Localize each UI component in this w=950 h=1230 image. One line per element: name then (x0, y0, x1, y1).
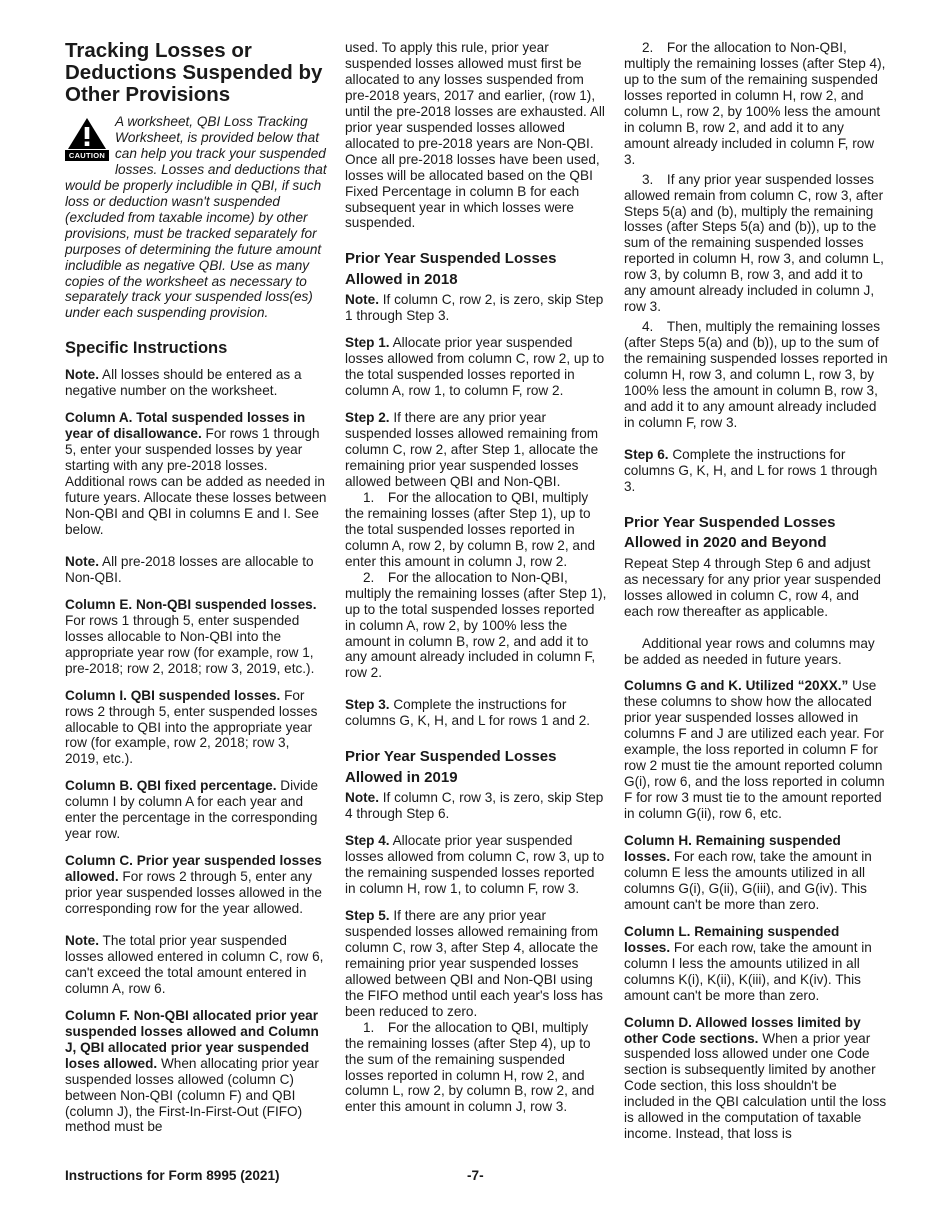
column-2 (345, 40, 607, 1115)
additional-rows: Additional year rows and columns may be added as needed in future years. (624, 635, 875, 667)
step-1: Step 1. Allocate prior year suspended losses allowed from column C, row 2, up to the total suspended losses reported in column A, row 1, to column F, row 2. (345, 335, 605, 399)
step-2: Step 2. If there are any prior year suspended losses allowed remaining from column C, row 2, after Step 1, allocate the remaining prior year suspended losses allowed between QBI and Non-QBI. (345, 410, 599, 489)
column-a-instruction: Column A. Total suspended losses in year of disallowance. For rows 1 through 5, enter your suspended losses by year starting with any pre-2018 losses. Additional rows can be added as needed in future years. Allocate these losses between Non-QBI and QBI in columns E and I. See below. (65, 410, 327, 537)
caution-text: A worksheet, QBI Loss Tracking Worksheet, is provided below that can help you track your suspended losses. Losses and deductions that would be properly includible in QBI, if such loss or deduction wasn't suspended (excluded from taxable income) by other provisions, must be tracked separately for purposes of determining the future amount includible as negative QBI. Use as many copies of the worksheet as necessary to separately track your suspended loss(es) under each suspending provision. (65, 114, 327, 321)
step-5: Step 5. If there are any prior year suspended losses allowed remaining from column C, row 3, after Step 4, allocate the remaining prior year suspended losses allowed between QBI and Non-QBI using the FIFO method until each year's loss has been reduced to zero. (345, 907, 603, 1019)
column-i-instruction: Column I. QBI suspended losses. For rows 2 through 5, enter suspended losses allocable to QBI into the appropriate year row (for example, row 2, 2018; row 3, 2019, etc.). (65, 687, 318, 767)
column-l-instruction: Column L. Remaining suspended losses. For each row, take the amount in column I less the amounts utilized in all columns K(i), K(ii), K(iii), and K(iv). This amount can't be more than zero. (624, 923, 872, 1003)
footer-form-title: Instructions for Form 8995 (2021) (65, 1168, 280, 1183)
step-5-2: 2. For the allocation to Non-QBI, multiply the remaining losses (after Step 4), up to the sum of the remaining suspended losses reported in column H, row 2, and column L, row 2, by 100% less the amount in column B, row 2, and add it to any amount already included in column F, row 3. (624, 40, 886, 167)
heading-2020-beyond: Prior Year Suspended Losses Allowed in 2020 and Beyond (624, 513, 836, 552)
note-negative: Note. All losses should be entered as a negative number on the worksheet. (65, 367, 302, 399)
step-4: Step 4. Allocate prior year suspended losses allowed from column C, row 3, up to the remaining suspended losses reported in column H, row 1, to column F, row 3. (345, 833, 605, 897)
column-f-instruction: Column F. Non-QBI allocated prior year suspended losses allowed and Column J, QBI allocated prior year suspended loses allowed. When allocating prior year suspended losses allowed (column C) between Non-QBI (column F) and QBI (column J), the First-In-First-Out (FIFO) method must be (65, 1007, 319, 1135)
specific-instructions-heading: Specific Instructions (65, 339, 228, 358)
section-heading: Tracking Losses or Deductions Suspended by Other Provisions (65, 39, 323, 106)
note-pre-2018: Note. All pre-2018 losses are allocable to Non-QBI. (65, 553, 314, 585)
column-3 (624, 40, 888, 1142)
caution-label: CAUTION (65, 150, 109, 161)
columns-g-k-instruction: Columns G and K. Utilized “20XX.” Use these columns to show how the allocated prior year suspended losses allowed in columns F and J are utilized each year. For example, the loss reported in column F for row 2 must tie the amount reported column G(i), row 6, and the loss reported in column F for row 3 must tie to the amount reported in column G(ii), row 6, etc. (624, 678, 885, 822)
column-c-instruction: Column C. Prior year suspended losses allowed. For rows 2 through 5, enter any prior year suspended losses allowed in the corresponding row for the year allowed. (65, 853, 322, 917)
step-2-1: 1. For the allocation to QBI, multiply the remaining losses (after Step 1), up to the total suspended losses reported in column A, row 2, by column B, row 2, and enter this amount in column J, row 2. (345, 489, 596, 569)
step-5-4: 4. Then, multiply the remaining losses (after Steps 5(a) and (b)), up to the sum of the remaining suspended losses reported in column H, row 3, and column L, row 3, by 100% less the amount in column B, row 3, and add it to any amount already included in column F, row 3. (624, 319, 888, 430)
page-number: -7- (467, 1168, 484, 1183)
repeat-steps: Repeat Step 4 through Step 6 and adjust as necessary for any prior year suspended losses allowed in column C, row 4, and each row thereafter as applicable. (624, 555, 881, 619)
heading-2018: Prior Year Suspended Losses Allowed in 2018 (345, 250, 557, 288)
column-1 (65, 40, 327, 1135)
note-column-c-total: Note. The total prior year suspended losses allowed entered in column C, row 6, can't exceed the total amount entered in column A, row 6. (65, 932, 324, 996)
column-e-instruction: Column E. Non-QBI suspended losses. For rows 1 through 5, enter suspended losses allocable to Non-QBI into the appropriate year row (for example, row 1, pre-2018; row 2, 2018; row 3, 2019, etc.). (65, 596, 317, 676)
caution-icon (65, 116, 109, 162)
note-skip-step4-6: Note. If column C, row 3, is zero, skip Step 4 through Step 6. (345, 790, 604, 822)
step-5-1: 1. For the allocation to QBI, multiply the remaining losses (after Step 4), up to the sum of the remaining suspended losses reported in column H, row 2, and column L, row 2, by column B, row 2, and enter this amount in column J, row 3. (345, 1019, 595, 1115)
step-5-3: 3. If any prior year suspended losses allowed remain from column C, row 3, after Steps 5(a) and (b), multiply the remaining losses (after Steps 5(a) and (b)), up to the sum of the remaining suspended losses reported in column H, row 3, and column L, row 3, by column B, row 3, and add it to any amount already included in column J, row 3. (624, 171, 884, 315)
column-d-instruction: Column D. Allowed losses limited by other Code sections. When a prior year suspended loss allowed under one Code section is subsequently limited by another Code section, this loss shouldn't be included in the QBI calculation until the loss is allowed in the computation of taxable income. Instead, that loss is (624, 1014, 887, 1142)
step-3: Step 3. Complete the instructions for columns G, K, H, and L for rows 1 and 2. (345, 697, 591, 729)
fifo-continuation: used. To apply this rule, prior year suspended losses allowed must first be allocated to any losses suspended from pre-2018 years, 2017 and earlier, (row 1), until the pre-2018 losses are exhausted. All prior year suspended losses allowed allocated to pre-2018 years are Non-QBI. Once all pre-2018 losses have been used, losses will be allocated based on the QBI Fixed Percentage in column B for each subsequent year in which losses were suspended. (345, 40, 605, 231)
caution-block (65, 114, 327, 321)
heading-2019: Prior Year Suspended Losses Allowed in 2019 (345, 748, 557, 786)
column-h-instruction: Column H. Remaining suspended losses. For each row, take the amount in column E less the amounts utilized in all columns G(i), G(ii), G(iii), and G(iv). This amount can't be more than zero. (624, 833, 872, 912)
step-2-2: 2. For the allocation to Non-QBI, multiply the remaining losses (after Step 1), up to the total suspended losses reported in column A, row 2, by 100% less the amount in column B, row 2, and add it to any amount already included in column F, row 2. (345, 569, 607, 681)
note-skip-step1-3: Note. If column C, row 2, is zero, skip Step 1 through Step 3. (345, 292, 604, 324)
step-6: Step 6. Complete the instructions for columns G, K, H, and L for rows 1 through 3. (624, 446, 878, 494)
column-b-instruction: Column B. QBI fixed percentage. Divide column I by column A for each year and enter the percentage in the corresponding year row. (65, 778, 319, 842)
